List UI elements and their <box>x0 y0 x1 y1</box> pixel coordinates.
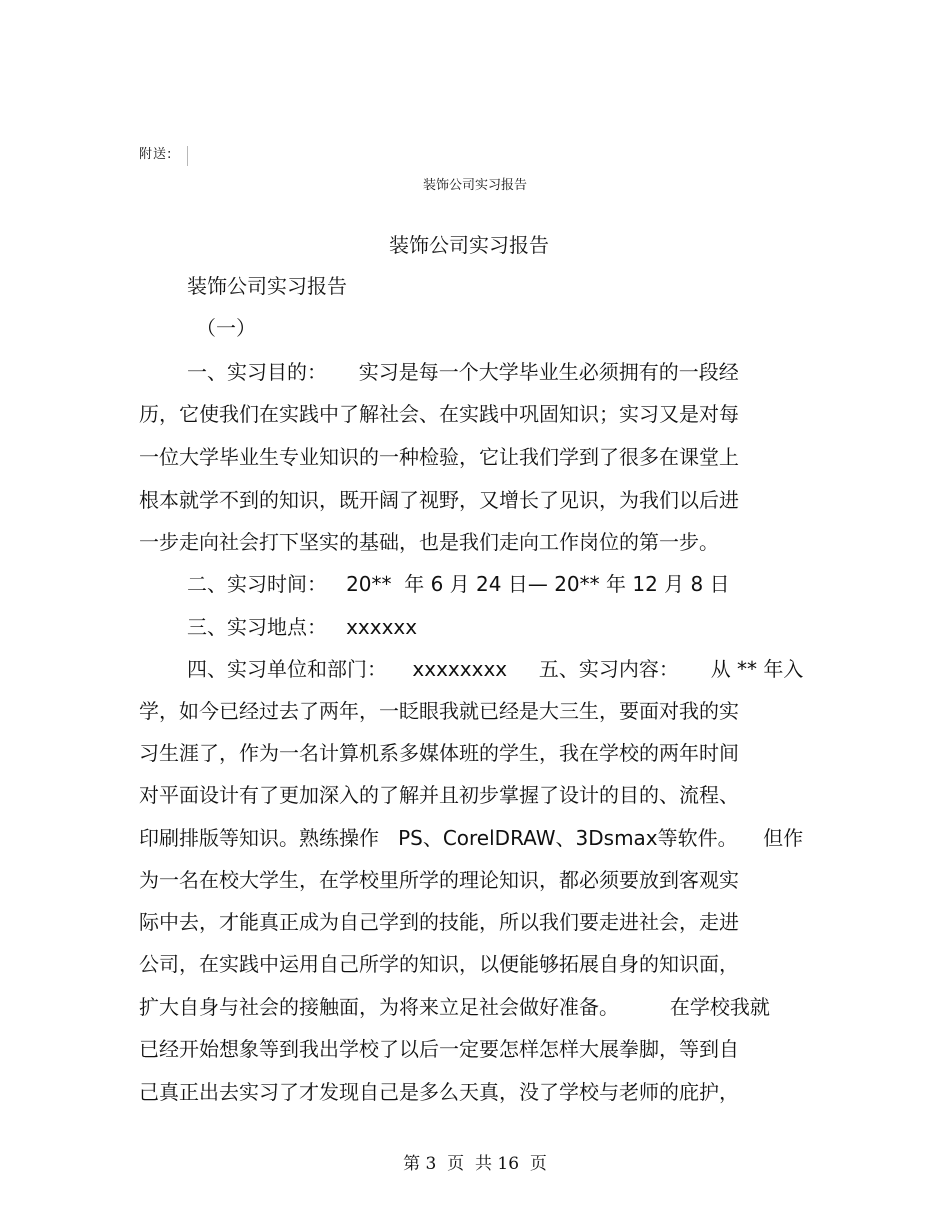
body-line: 根本就学不到的知识，既开阔了视野，又增长了见识，为我们以后进 <box>139 488 739 512</box>
body-line: 一步走向社会打下坚实的基础，也是我们走向工作岗位的第一步。 <box>139 530 719 554</box>
body-line: 己真正出去实习了才发现自己是多么天真，没了学校与老师的庇护， <box>139 1080 739 1104</box>
body-line: （一） <box>196 316 256 340</box>
body-line: 学，如今已经过去了两年，一眨眼我就已经是大三生，要面对我的实 <box>139 699 739 723</box>
body-line: 印刷排版等知识。熟练操作 PS、CorelDRAW、3Dsmax等软件。 但作 <box>139 826 804 850</box>
body-line: 际中去，才能真正成为自己学到的技能，所以我们要走进社会，走进 <box>139 910 739 934</box>
body-line: 习生涯了，作为一名计算机系多媒体班的学生，我在学校的两年时间 <box>139 741 739 765</box>
body-line: 公司，在实践中运用自己所学的知识，以便能够拓展自身的知识面， <box>139 952 739 976</box>
page-number-footer: 第 3 页 共 16 页 <box>403 1154 547 1174</box>
body-line: 一、实习目的： 实习是每一个大学毕业生必须拥有的一段经 <box>187 360 739 384</box>
body-line: 一位大学毕业生专业知识的一种检验，它让我们学到了很多在课堂上 <box>139 445 739 469</box>
document-title: 装饰公司实习报告 <box>389 233 549 257</box>
body-line: 扩大自身与社会的接触面，为将来立足社会做好准备。 在学校我就 <box>139 995 770 1019</box>
body-line: 已经开始想象等到我出学校了以后一定要怎样怎样大展拳脚，等到自 <box>139 1037 739 1061</box>
body-line: 为一名在校大学生，在学校里所学的理论知识，都必须要放到客观实 <box>139 868 739 892</box>
body-line: 历，它使我们在实践中了解社会、在实践中巩固知识；实习又是对每 <box>139 402 739 426</box>
running-title: 装饰公司实习报告 <box>422 178 527 193</box>
header-note: 附送: <box>139 147 173 162</box>
body-line: 装饰公司实习报告 <box>187 274 347 298</box>
header-divider <box>187 146 188 166</box>
body-line: 对平面设计有了更加深入的了解并且初步掌握了设计的目的、流程、 <box>139 783 739 807</box>
body-line: 三、实习地点： xxxxxx <box>187 615 418 639</box>
body-line: 四、实习单位和部门： xxxxxxxx 五、实习内容： 从 ** 年入 <box>187 657 804 681</box>
body-line: 二、实习时间： 20** 年 6 月 24 日— 20** 年 12 月 8 日 <box>187 572 730 596</box>
